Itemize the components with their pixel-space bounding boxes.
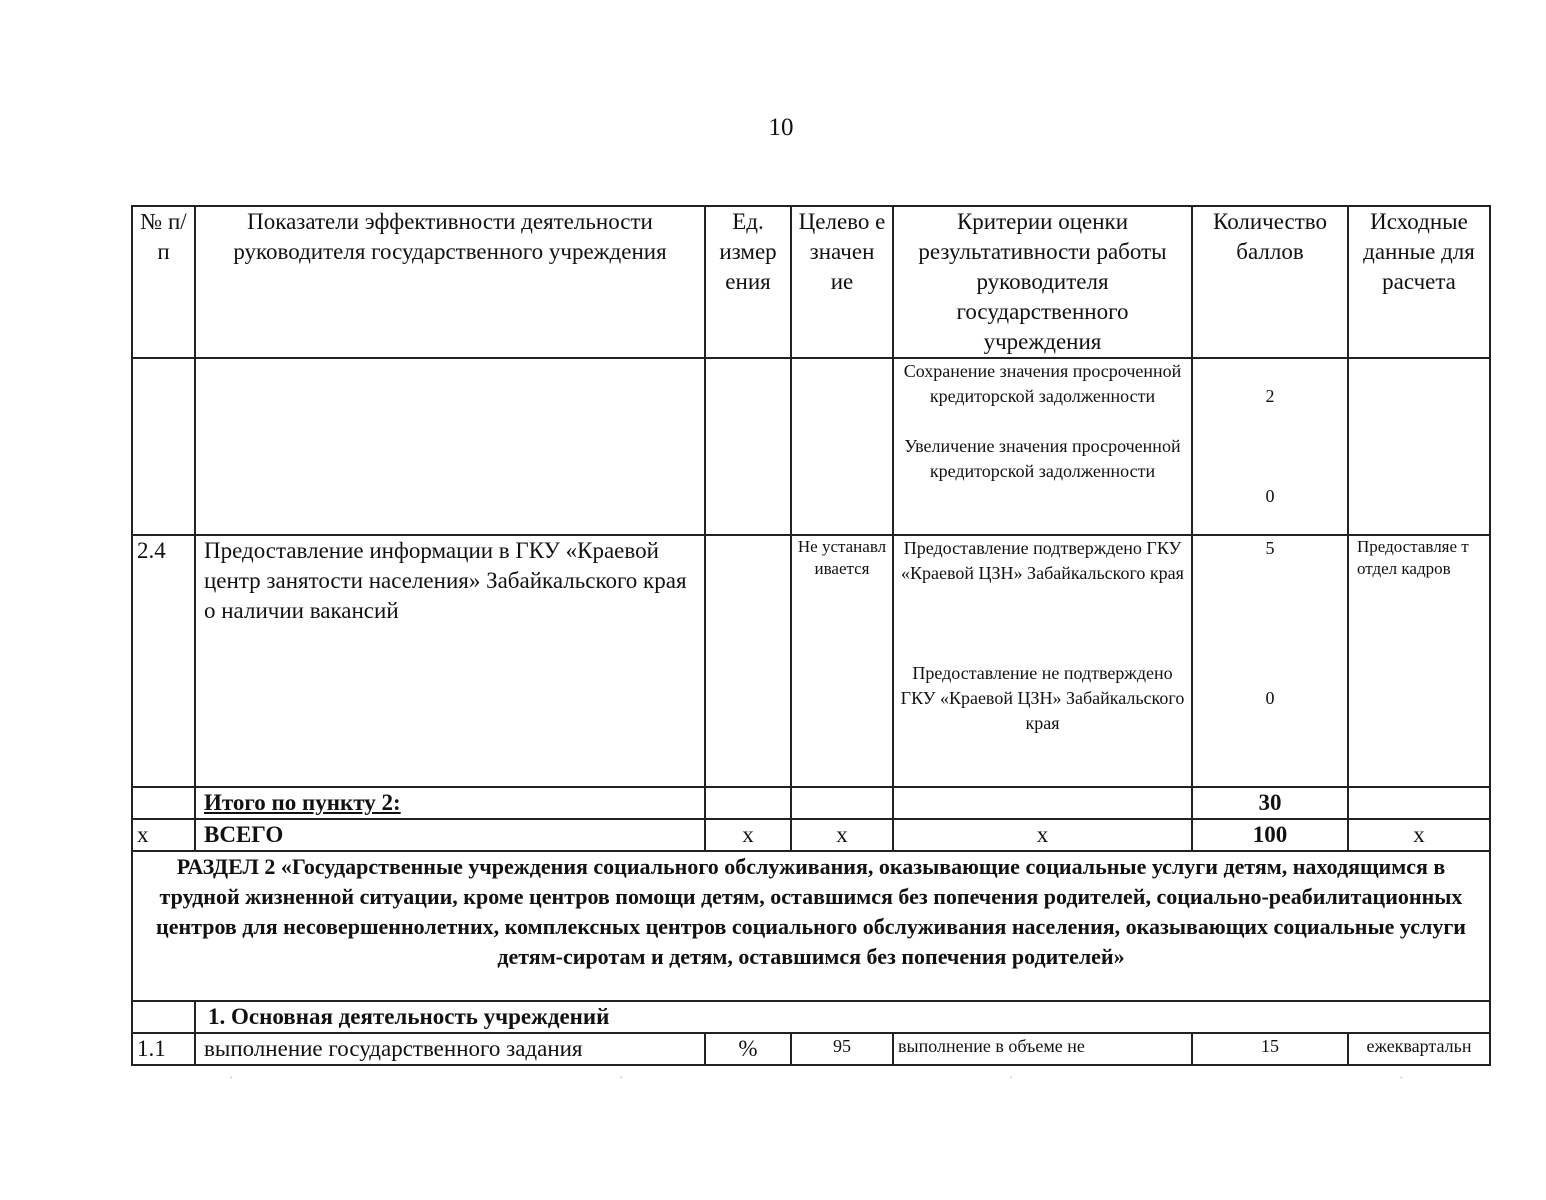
row-1-1-target: 95 (791, 1033, 893, 1065)
points-not-confirmed: 0 (1265, 688, 1275, 708)
subsection-1-row (132, 1001, 1490, 1033)
section-2-title: РАЗДЕЛ 2 «Государственные учреждения социального обслуживания, оказывающие социальные услуги детям, находящимся в трудной жизненной ситуации, кроме центров помощи детям, оставшимся без попечения родителей, социально-реабилитационных центров для несовершеннолетних, комплексных центров социального обслуживания населения, оказывающих социальные услуги детям-сиротам и детям, оставшимся без попечения родителей» (132, 851, 1490, 1001)
criteria-confirmed: Предоставление подтверждено ГКУ «Краевой ЦЗН» Забайкальского края (901, 538, 1184, 583)
indicators-table (131, 205, 1491, 1066)
table-row-1-1 (132, 1033, 1490, 1065)
continued-points-cell (1192, 358, 1348, 535)
subsection-1-title: 1. Основная деятельность учреждений (195, 1001, 1490, 1033)
section-2-row (132, 851, 1490, 1001)
row-1-1-unit: % (705, 1033, 791, 1065)
row-1-1-criteria: выполнение в объеме не (893, 1033, 1192, 1065)
points-confirmed: 5 (1265, 538, 1275, 558)
total-item-points: 30 (1192, 787, 1348, 819)
row-2-4-source: Предоставляе т отдел кадров (1348, 535, 1490, 787)
grand-total-label: ВСЕГО (195, 819, 705, 851)
grand-total-target: х (791, 819, 893, 851)
points-increase-debt: 0 (1265, 486, 1275, 506)
header-unit: Ед. измер ения (705, 206, 791, 358)
row-1-1-points: 15 (1192, 1033, 1348, 1065)
row-2-4-points-cell (1192, 535, 1348, 787)
grand-total-num: х (132, 819, 195, 851)
scan-speck: . (230, 1070, 233, 1081)
grand-total-row (132, 819, 1490, 851)
scan-speck: . (1010, 1070, 1013, 1081)
row-2-4-num: 2.4 (132, 535, 195, 787)
row-1-1-source: ежеквартальн (1348, 1033, 1490, 1065)
header-criteria: Критерии оценки результативности работы руководителя государственного учреждения (893, 206, 1192, 358)
row-1-1-indicator: выполнение государственного задания (195, 1033, 705, 1065)
total-item-row (132, 787, 1490, 819)
header-row (132, 206, 1490, 358)
header-source: Исходные данные для расчета (1348, 206, 1490, 358)
grand-total-source: х (1348, 819, 1490, 851)
criteria-not-confirmed: Предоставление не подтверждено ГКУ «Краевой ЦЗН» Забайкальского края (900, 663, 1185, 733)
total-item-label: Итого по пункту 2: (195, 787, 705, 819)
points-keep-debt: 2 (1265, 386, 1275, 406)
criteria-keep-debt: Сохранение значения просроченной кредиторской задолженности (903, 361, 1182, 406)
continued-row (132, 358, 1490, 535)
page-number: 10 (768, 114, 794, 141)
header-indicator: Показатели эффективности деятельности руководителя государственного учреждения (195, 206, 705, 358)
continued-criteria-cell (893, 358, 1192, 535)
header-points: Количество баллов (1192, 206, 1348, 358)
grand-total-unit: х (705, 819, 791, 851)
grand-total-points: 100 (1192, 819, 1348, 851)
row-2-4-indicator: Предоставление информации в ГКУ «Краевой центр занятости населения» Забайкальского края о наличии вакансий (195, 535, 705, 787)
header-num: № п/п (132, 206, 195, 358)
scan-speck: . (620, 1070, 623, 1081)
row-1-1-num: 1.1 (132, 1033, 195, 1065)
header-target: Целево е значен ие (791, 206, 893, 358)
row-2-4-criteria-cell (893, 535, 1192, 787)
row-2-4-target: Не устанавл ивается (791, 535, 893, 787)
scan-speck: . (1400, 1070, 1403, 1081)
criteria-increase-debt: Увеличение значения просроченной кредиторской задолженности (904, 436, 1181, 481)
grand-total-criteria: х (893, 819, 1192, 851)
table-row-2-4 (132, 535, 1490, 787)
